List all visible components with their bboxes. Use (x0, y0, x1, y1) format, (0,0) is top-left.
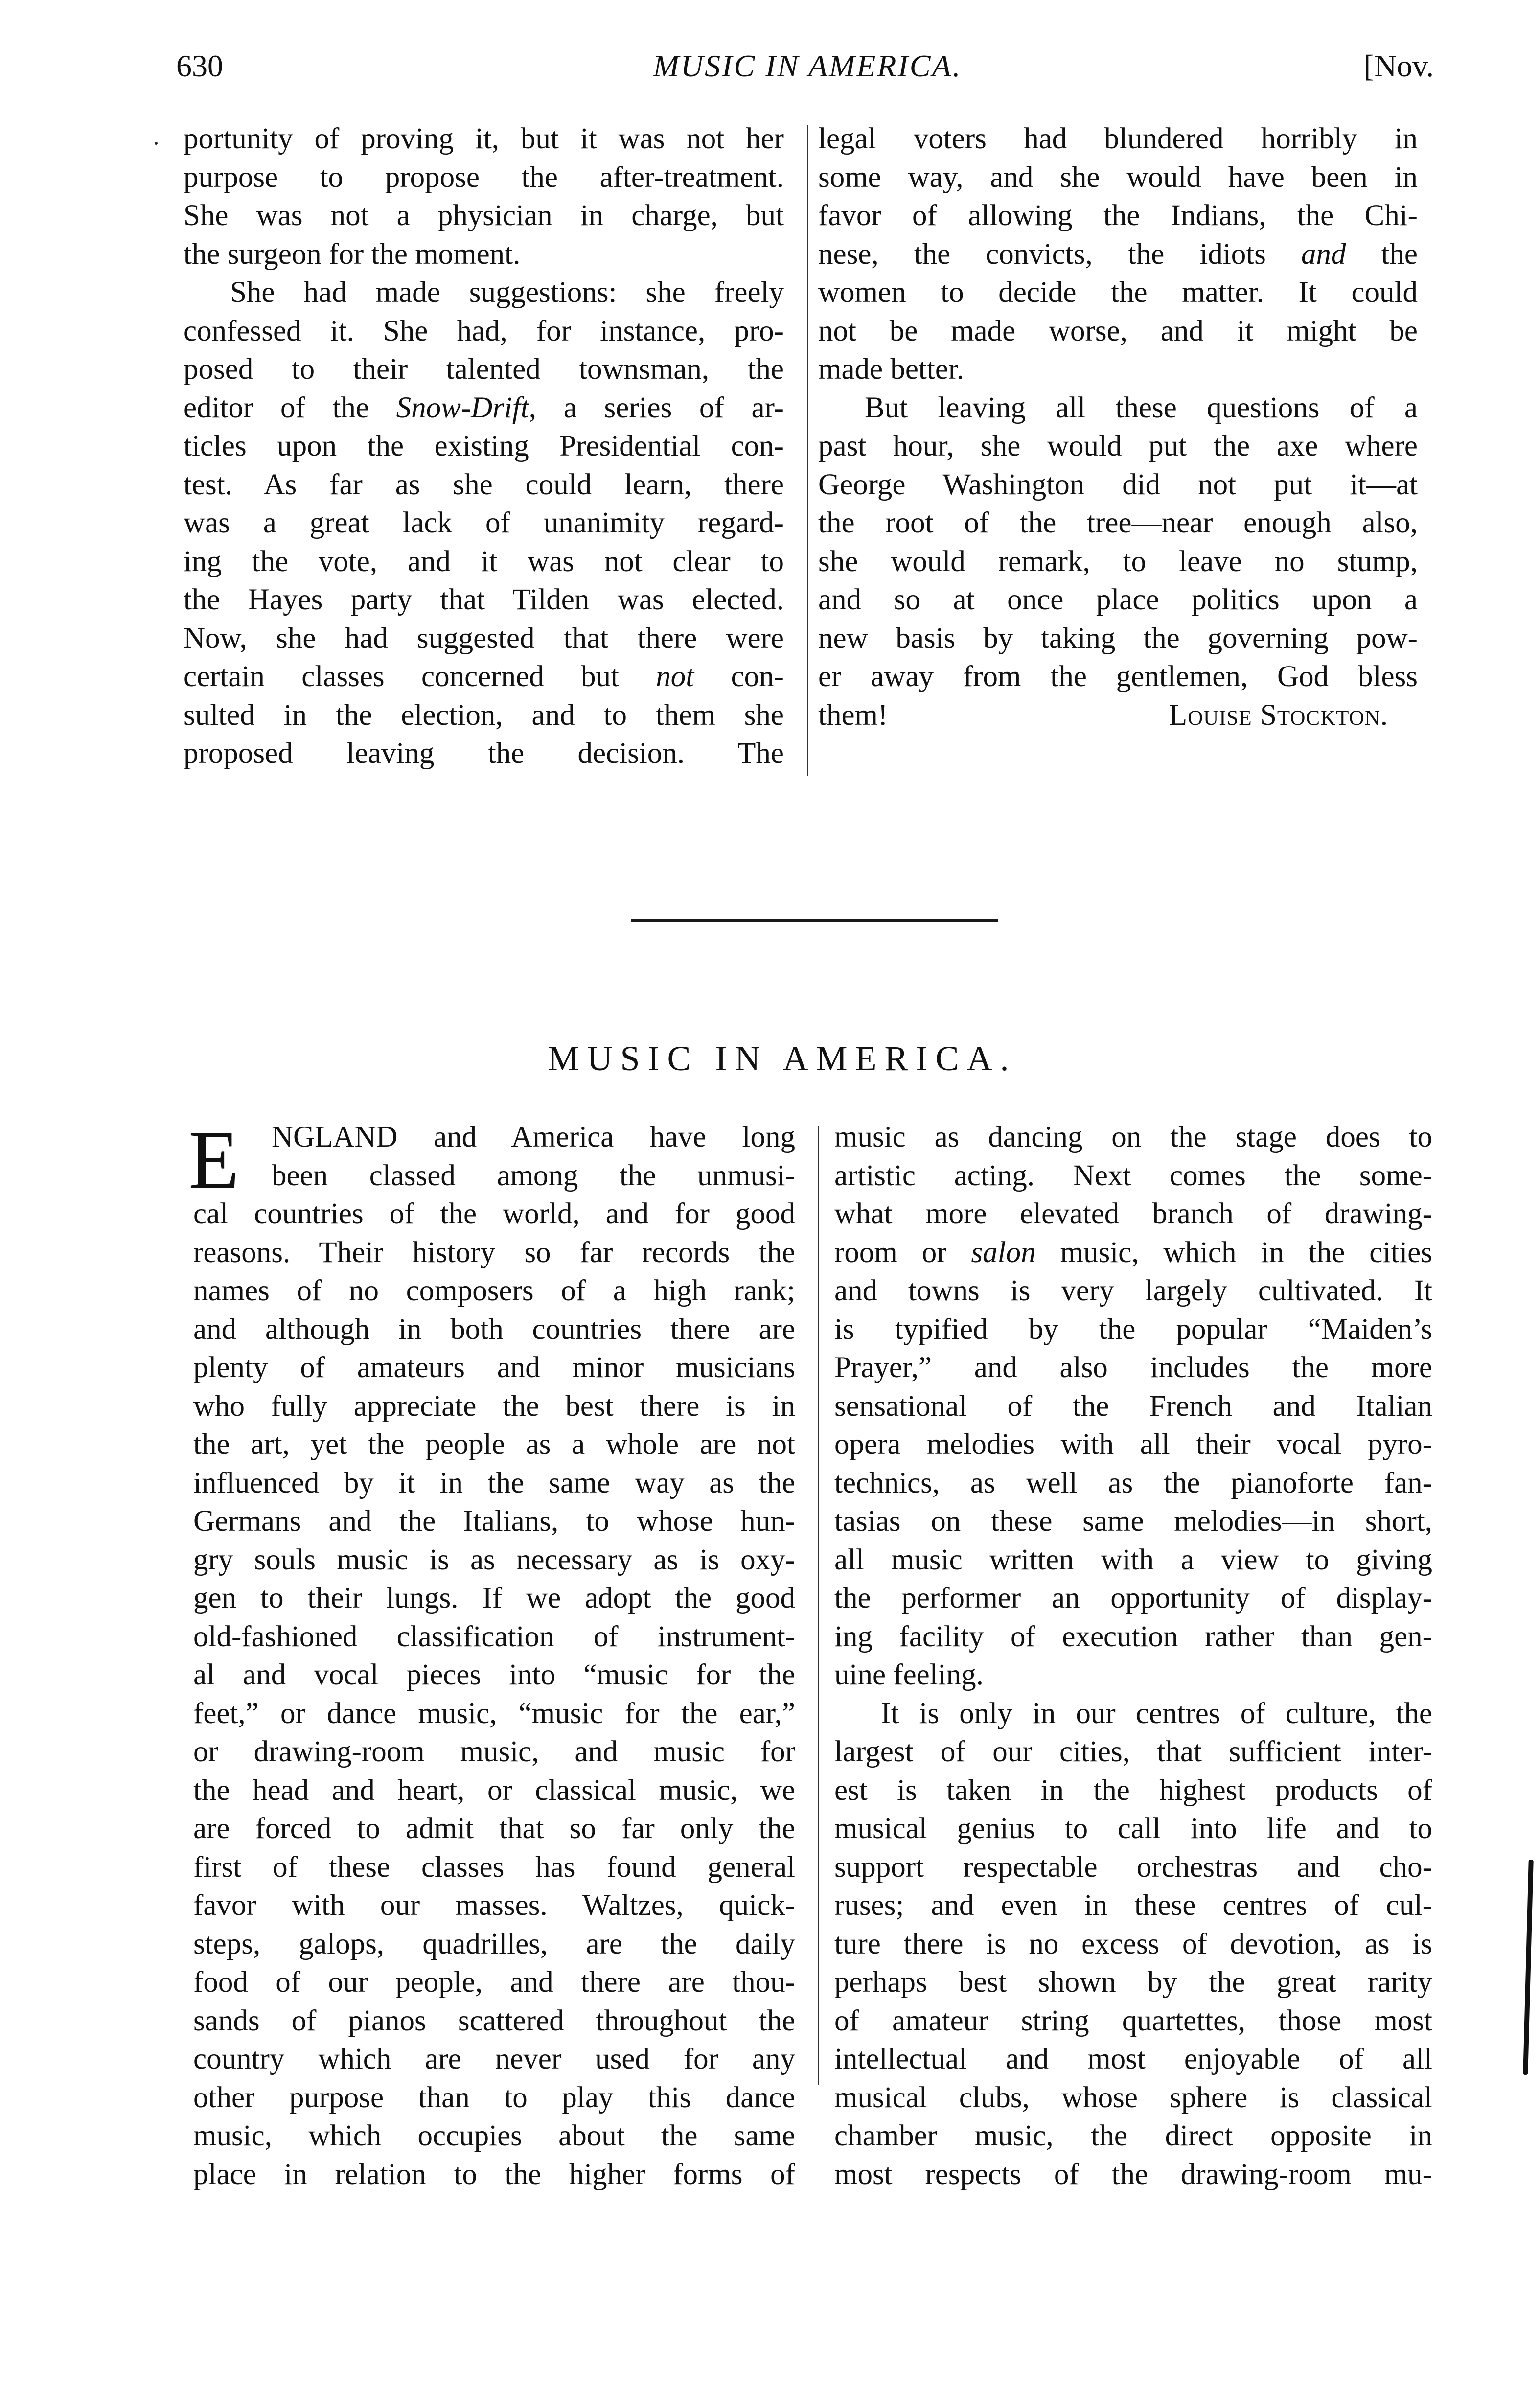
text-line: the head and heart, or classical music, we (193, 1773, 795, 1807)
text-line: are forced to admit that so far only the (193, 1812, 795, 1845)
text-line: plenty of amateurs and minor musicians (193, 1351, 795, 1384)
text-line: portunity of proving it, but it was not her (184, 122, 784, 155)
text-line: test. As far as she could learn, there (184, 468, 784, 501)
text-segment: , a series of ar- (529, 391, 784, 424)
text-line: ruses; and even in these centres of cul- (834, 1889, 1432, 1922)
text-line: ticles upon the existing Presidential con- (184, 430, 784, 462)
text-line: tasias on these same melodies—in short, (834, 1505, 1432, 1538)
page-edge-mark (1523, 1860, 1534, 2075)
text-line (184, 658, 784, 696)
previous-article-left-column (184, 120, 784, 773)
text-line: legal voters had blundered horribly in (818, 122, 1418, 155)
text-line: proposed leaving the decision. The (184, 737, 784, 770)
text-line: technics, as well as the pianoforte fan- (834, 1466, 1432, 1499)
text-line: George Washington did not put it—at (818, 468, 1418, 501)
text-line: She was not a physician in charge, but (184, 199, 784, 232)
article-title: MUSIC IN AMERICA. (548, 1039, 1017, 1078)
text-line: intellectual and most enjoyable of all (834, 2043, 1432, 2075)
text-line: not be made worse, and it might be (818, 314, 1418, 347)
text-line: NGLAND and America have long (272, 1121, 795, 1153)
text-line: Now, she had suggested that there were (184, 621, 784, 655)
drop-cap-initial: E (188, 1114, 239, 1206)
text-line: opera melodies with all their vocal pyro- (834, 1428, 1432, 1461)
text-line: she would remark, to leave no stump, (818, 545, 1418, 578)
previous-article-right-column (818, 120, 1418, 735)
text-line: first of these classes has found general (193, 1850, 795, 1884)
text-line: largest of our cities, that sufficient inter- (834, 1735, 1432, 1768)
text-line: support respectable orchestras and cho- (834, 1850, 1432, 1884)
text-line: ing facility of execution rather than gen- (834, 1620, 1432, 1653)
text-segment: music, which in the cities (1035, 1236, 1432, 1269)
closing-line (818, 696, 1418, 735)
text-line: music as dancing on the stage does to (834, 1121, 1432, 1153)
text-segment: room or (834, 1236, 971, 1269)
text-line (834, 1234, 1432, 1272)
column-rule (807, 125, 808, 776)
italic-text: not (656, 660, 694, 693)
text-segment: nese, the convicts, the idiots (818, 237, 1301, 271)
text-line: of amateur string quartettes, those most (834, 2004, 1432, 2037)
text-line: the surgeon for the moment. (184, 237, 521, 271)
text-line: what more elevated branch of drawing- (834, 1197, 1432, 1230)
text-line: cal countries of the world, and for good (193, 1197, 795, 1230)
text-line: old-fashioned classification of instrument- (193, 1620, 795, 1653)
text-line: Germans and the Italians, to whose hun- (193, 1505, 795, 1538)
text-line: new basis by taking the governing pow- (818, 621, 1418, 655)
italic-text: Snow-Drift (396, 391, 529, 424)
text-line: and so at once place politics upon a (818, 583, 1418, 616)
text-line: and although in both countries there are (193, 1312, 795, 1346)
text-segment: con- (694, 660, 784, 693)
text-line: the art, yet the people as a whole are not (193, 1428, 795, 1461)
text-line: musical clubs, whose sphere is classical (834, 2081, 1432, 2114)
text-line: Prayer,” and also includes the more (834, 1351, 1432, 1384)
text-line: er away from the gentlemen, God bless (818, 660, 1418, 693)
text-line: est is taken in the highest products of (834, 1773, 1432, 1807)
text-line: She had made suggestions: she freely (230, 276, 784, 309)
text-line: It is only in our centres of culture, the (881, 1697, 1432, 1730)
text-line: ing the vote, and it was not clear to (184, 545, 784, 578)
text-segment: certain classes concerned but (184, 660, 656, 693)
text-line: was a great lack of unanimity regard- (184, 506, 784, 539)
text-line: sulted in the election, and to them she (184, 698, 784, 732)
text-line: is typified by the popular “Maiden’s (834, 1312, 1432, 1346)
text-line: perhaps best shown by the great rarity (834, 1966, 1432, 1999)
text-line: purpose to propose the after-treatment. (184, 161, 784, 194)
text-line: some way, and she would have been in (818, 161, 1418, 194)
text-line: reasons. Their history so far records the (193, 1236, 795, 1269)
text-line: favor with our masses. Waltzes, quick- (193, 1889, 795, 1922)
text-line: posed to their talented townsman, the (184, 353, 784, 386)
text-line: uine feeling. (834, 1658, 984, 1691)
text-line: favor of allowing the Indians, the Chi- (818, 199, 1418, 232)
issue-month: [Nov. (1363, 48, 1434, 83)
column-rule (818, 1126, 819, 2085)
text-line: sensational of the French and Italian (834, 1389, 1432, 1423)
text-line: al and vocal pieces into “music for the (193, 1658, 795, 1691)
text-line: steps, galops, quadrilles, are the daily (193, 1927, 795, 1960)
closing-text: them! (818, 698, 888, 732)
text-line: women to decide the matter. It could (818, 276, 1418, 309)
text-line: who fully appreciate the best there is in (193, 1389, 795, 1423)
text-line: place in relation to the higher forms of (193, 2158, 795, 2191)
text-line: sands of pianos scattered throughout the (193, 2004, 795, 2037)
text-segment: editor of the (184, 391, 396, 424)
text-line: the root of the tree—near enough also, (818, 506, 1418, 539)
text-line: the performer an opportunity of display- (834, 1582, 1432, 1614)
print-speck (155, 142, 158, 145)
text-line: food of our people, and there are thou- (193, 1966, 795, 1999)
text-line: or drawing-room music, and music for (193, 1735, 795, 1768)
text-line: influenced by it in the same way as the (193, 1466, 795, 1499)
section-divider-rule (631, 919, 998, 922)
text-line: names of no composers of a high rank; (193, 1274, 795, 1307)
article-left-column (193, 1118, 795, 2194)
text-line: feet,” or dance music, “music for the ear,” (193, 1697, 795, 1730)
text-line: other purpose than to play this dance (193, 2081, 795, 2114)
text-line: But leaving all these questions of a (865, 391, 1418, 424)
author-signature: Louise Stockton. (1169, 698, 1388, 732)
text-line: ture there is no excess of devotion, as is (834, 1927, 1432, 1960)
text-line: and towns is very largely cultivated. It (834, 1274, 1432, 1307)
text-line: past hour, she would put the axe where (818, 430, 1418, 462)
text-line: country which are never used for any (193, 2043, 795, 2075)
italic-text: and (1301, 237, 1346, 271)
running-head (176, 46, 1439, 86)
text-line: chamber music, the direct opposite in (834, 2119, 1432, 2152)
text-line: made better. (818, 353, 965, 386)
page-number: 630 (176, 48, 223, 83)
text-line: most respects of the drawing-room mu- (834, 2158, 1432, 2191)
text-line (184, 389, 784, 428)
italic-text: salon (971, 1236, 1036, 1269)
text-line: artistic acting. Next comes the some- (834, 1159, 1432, 1192)
text-line: gen to their lungs. If we adopt the good (193, 1582, 795, 1614)
text-line: gry souls music is as necessary as is oxy- (193, 1543, 795, 1576)
text-line: all music written with a view to giving (834, 1543, 1432, 1576)
text-line: the Hayes party that Tilden was elected. (184, 583, 784, 616)
text-segment: the (1346, 237, 1418, 271)
text-line: musical genius to call into life and to (834, 1812, 1432, 1845)
article-right-column (834, 1118, 1432, 2194)
running-head-title: MUSIC IN AMERICA. (653, 48, 962, 83)
text-line (818, 235, 1418, 274)
text-line: music, which occupies about the same (193, 2119, 795, 2152)
text-line: been classed among the unmusi- (272, 1159, 795, 1192)
text-line: confessed it. She had, for instance, pro- (184, 314, 784, 347)
